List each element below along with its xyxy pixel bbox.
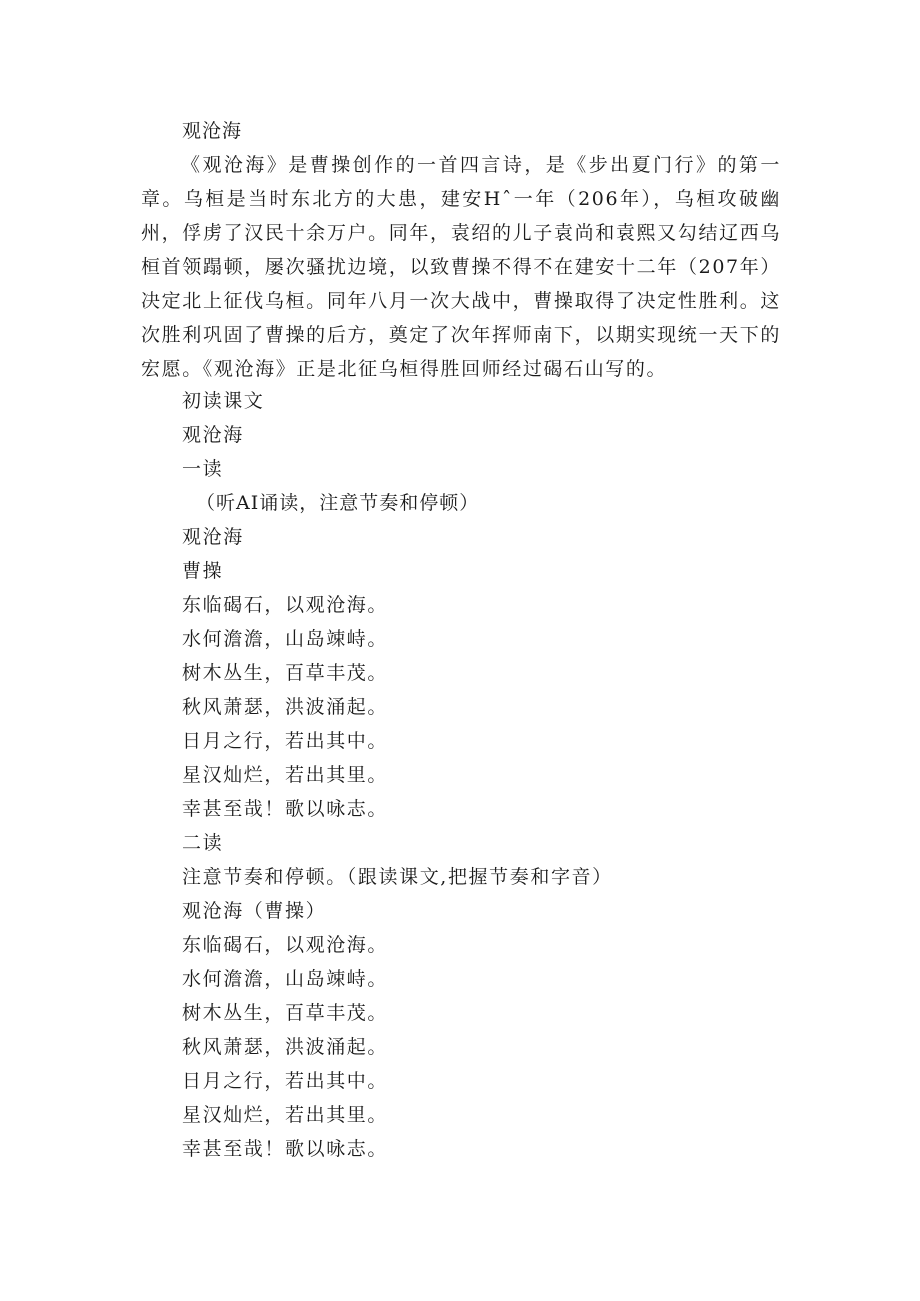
poem-line: 幸甚至哉！歌以咏志。	[182, 798, 389, 820]
poem-line: 树木丛生，百草丰茂。	[182, 1002, 389, 1024]
poem-line: 水何澹澹，山岛竦峙。	[182, 968, 389, 990]
text-lines	[182, 384, 782, 1166]
poem-line: 水何澹澹，山岛竦峙。	[182, 628, 389, 650]
poem-line: 星汉灿烂，若出其里。	[182, 1104, 389, 1126]
poem-line: 星汉灿烂，若出其里。	[182, 764, 389, 786]
poem-line: 日月之行，若出其中。	[182, 1070, 389, 1092]
poem-author: 曹操	[182, 560, 224, 582]
poem-title: 观沧海	[182, 526, 244, 548]
poem-line: 日月之行，若出其中。	[182, 730, 389, 752]
poem-line: 树木丛生，百草丰茂。	[182, 662, 389, 684]
poem-title: 观沧海（曹操）	[182, 900, 327, 922]
poem-line: 幸甚至哉！歌以咏志。	[182, 1138, 389, 1160]
intro-paragraph: 《观沧海》是曹操创作的一首四言诗，是《步出夏门行》的第一章。乌桓是当时东北方的大患，建安Hˆ一年（206年），乌桓攻破幽州，俘虏了汉民十余万户。同年，袁绍的儿子袁尚和袁熙又勾结辽西乌桓首领蹋顿，屡次骚扰边境，以致曹操不得不在建安十二年（207年）决定北上征伐乌桓。同年八月一次大战中，曹操取得了决定性胜利。这次胜利巩固了曹操的后方，奠定了次年挥师南下，以期实现统一天下的宏愿。《观沧海》正是北征乌桓得胜回师经过碣石山写的。	[141, 154, 781, 380]
poem-line: 秋风萧瑟，洪波涌起。	[182, 696, 389, 718]
poem-line: 东临碣石，以观沧海。	[182, 934, 389, 956]
reading-instruction: 注意节奏和停顿。（跟读课文,把握节奏和字音）	[182, 866, 613, 888]
poem-line: 东临碣石，以观沧海。	[182, 594, 389, 616]
reading-label: 一读	[182, 458, 224, 480]
section-heading: 初读课文	[182, 390, 265, 412]
poem-title: 观沧海	[182, 424, 244, 446]
reading-label: 二读	[182, 832, 224, 854]
reading-instruction: （听AI诵读，注意节奏和停顿）	[196, 492, 480, 514]
document-title: 观沧海	[182, 120, 243, 142]
poem-line: 秋风萧瑟，洪波涌起。	[182, 1036, 389, 1058]
